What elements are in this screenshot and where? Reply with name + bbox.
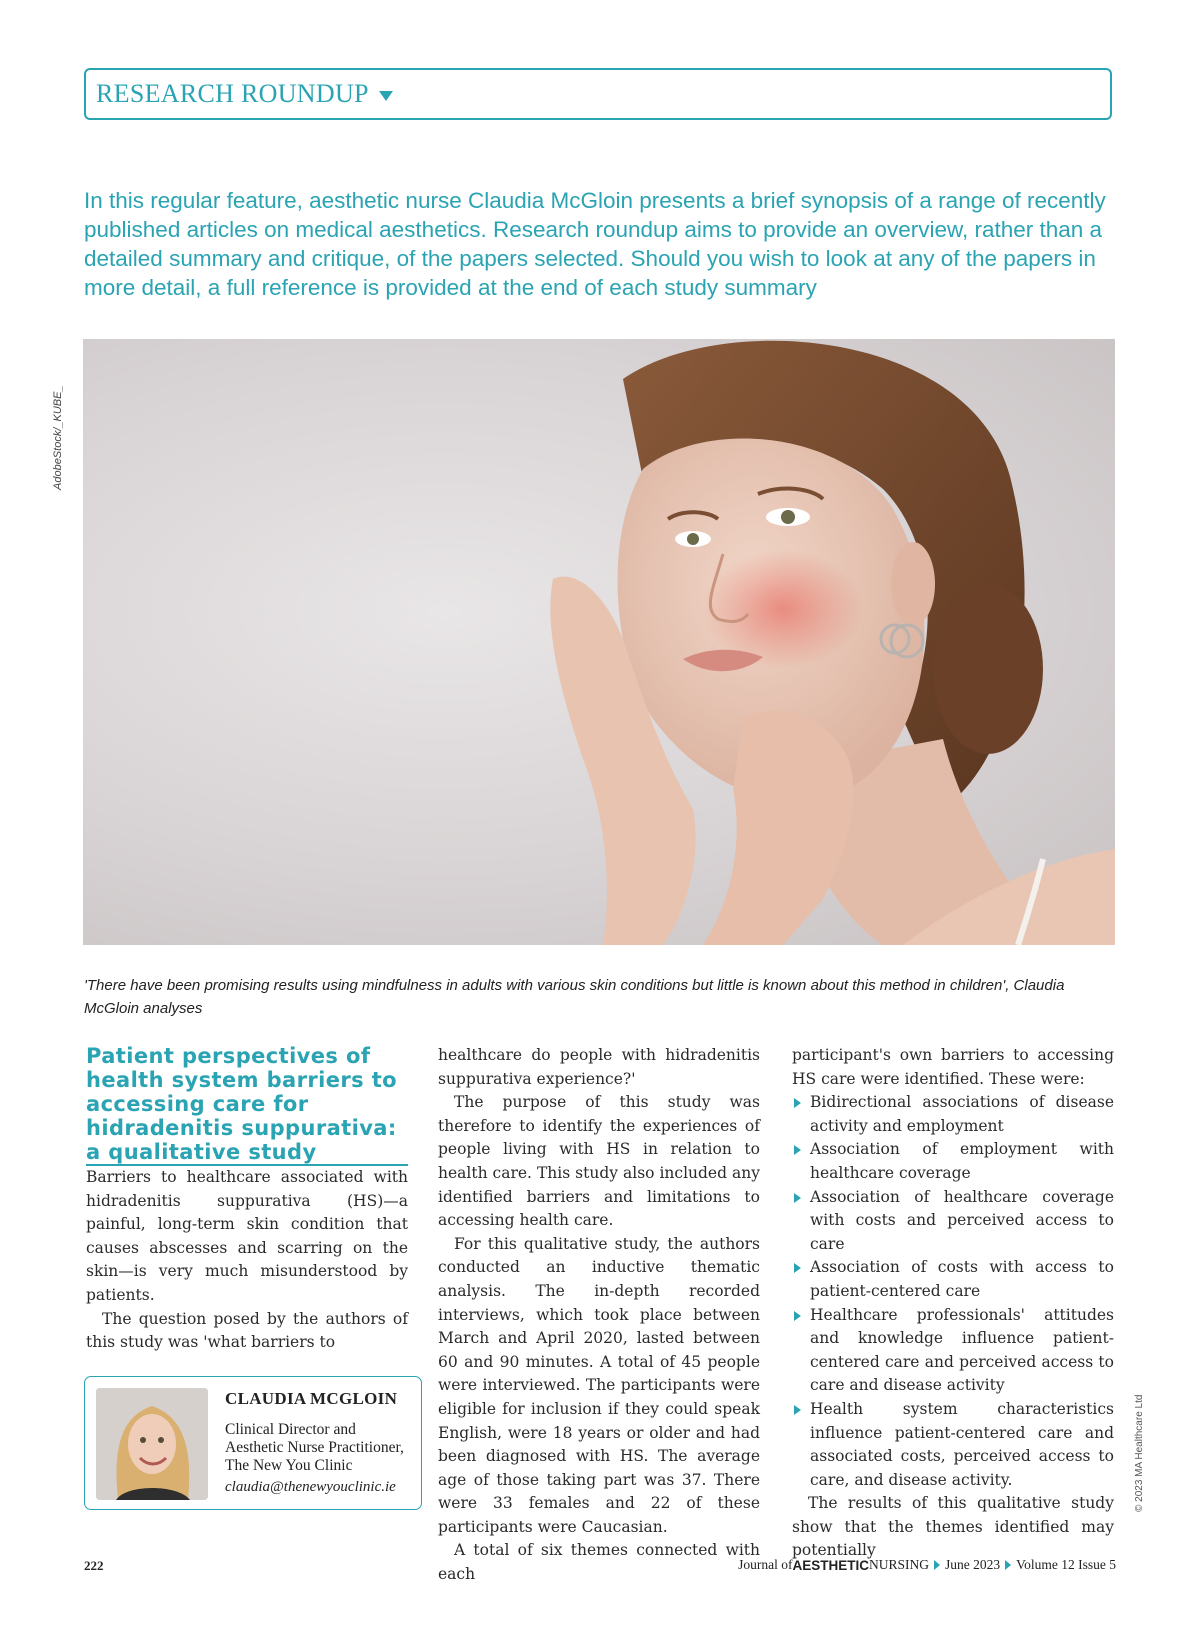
intro-text: In this regular feature, aesthetic nurse Claudia McGloin presents a brief synopsis of a range of recently published articles on medical aesthetics. Research roundup aims to provide an overview, rather than a detailed summary and critique, of the papers selected. Should you wish to look at any of the papers in more detail, a full reference is provided at the end of each study summary	[84, 188, 1106, 300]
volume: Volume 12 Issue 5	[1016, 1557, 1116, 1572]
paragraph: The results of this qualitative study show that the themes identified may potentially	[792, 1494, 1114, 1560]
page-number: 222	[84, 1558, 104, 1573]
list-item: Association of costs with access to patient-centered care	[792, 1256, 1114, 1303]
journal-prefix: Journal of	[738, 1557, 793, 1572]
footer	[738, 1557, 1116, 1573]
author-name: CLAUDIA MCGLOIN	[225, 1389, 398, 1408]
section-title: RESEARCH ROUNDUP	[96, 79, 369, 108]
column-2	[438, 1044, 760, 1587]
column-1	[86, 1044, 408, 1355]
list-item: Bidirectional associations of disease activity and employment	[792, 1091, 1114, 1138]
paragraph: participant's own barriers to accessing HS care were identified. These were:	[792, 1046, 1114, 1088]
triangle-down-icon	[379, 91, 393, 101]
paragraph: A total of six themes connected with each	[438, 1541, 760, 1584]
issue-date: June 2023	[945, 1557, 1001, 1572]
triangle-right-icon	[934, 1560, 940, 1570]
study-title: Patient perspectives of health system barriers to accessing care for hidradenitis suppurativa: a qualitative study	[86, 1044, 408, 1166]
author-email[interactable]: claudia@thenewyouclinic.ie	[225, 1479, 396, 1495]
journal-bold: AESTHETIC	[792, 1557, 869, 1573]
paragraph: healthcare do people with hidradenitis suppurativa experience?'	[438, 1046, 760, 1088]
woman-portrait-illustration	[83, 339, 1115, 945]
photo-credit: AdobeStock/_KUBE_	[52, 385, 64, 490]
author-box	[84, 1376, 422, 1510]
list-item: Health system characteristics influence patient-centered care and associated costs, perceived access to care, and disease activity.	[792, 1398, 1114, 1492]
column-3	[792, 1044, 1114, 1563]
hero-photo	[83, 339, 1115, 945]
list-item: Healthcare professionals' attitudes and knowledge influence patient-centered care and perceived access to care and disease activity	[792, 1304, 1114, 1398]
triangle-right-icon	[1005, 1560, 1011, 1570]
avatar	[96, 1388, 208, 1500]
author-role: Clinical Director and Aesthetic Nurse Practitioner, The New You Clinic	[225, 1421, 404, 1474]
paragraph: The purpose of this study was therefore to identify the experiences of people living with HS in relation to health care. This study also included any identified barriers and limitations to accessing health care.	[438, 1093, 760, 1230]
list-item: Association of healthcare coverage with costs and perceived access to care	[792, 1186, 1114, 1257]
copyright: © 2023 MA Healthcare Ltd	[1134, 1394, 1145, 1512]
paragraph: For this qualitative study, the authors conducted an inductive thematic analysis. The in-depth recorded interviews, which took place between March and April 2020, lasted between 60 and 90 minutes. A total of 45 people were interviewed. The participants were eligible for inclusion if they could speak English, were 18 years or older and had been diagnosed with HS. The average age of those taking part was 37. There were 33 females and 22 of these participants were Caucasian.	[438, 1234, 760, 1536]
paragraph: Barriers to healthcare associated with hidradenitis suppurativa (HS)—a painful, long-term skin condition that causes abscesses and scarring on the skin—is very much misunderstood by patients.	[86, 1168, 408, 1304]
list-item: Association of employment with healthcare coverage	[792, 1138, 1114, 1185]
paragraph: The question posed by the authors of this study was 'what barriers to	[86, 1309, 408, 1352]
photo-caption: 'There have been promising results using mindfulness in adults with various skin conditions but little is known about this method in children', Claudia McGloin analyses	[84, 977, 1065, 1017]
themes-list	[792, 1091, 1114, 1492]
journal-suffix: NURSING	[868, 1557, 929, 1572]
section-banner	[84, 68, 1112, 120]
